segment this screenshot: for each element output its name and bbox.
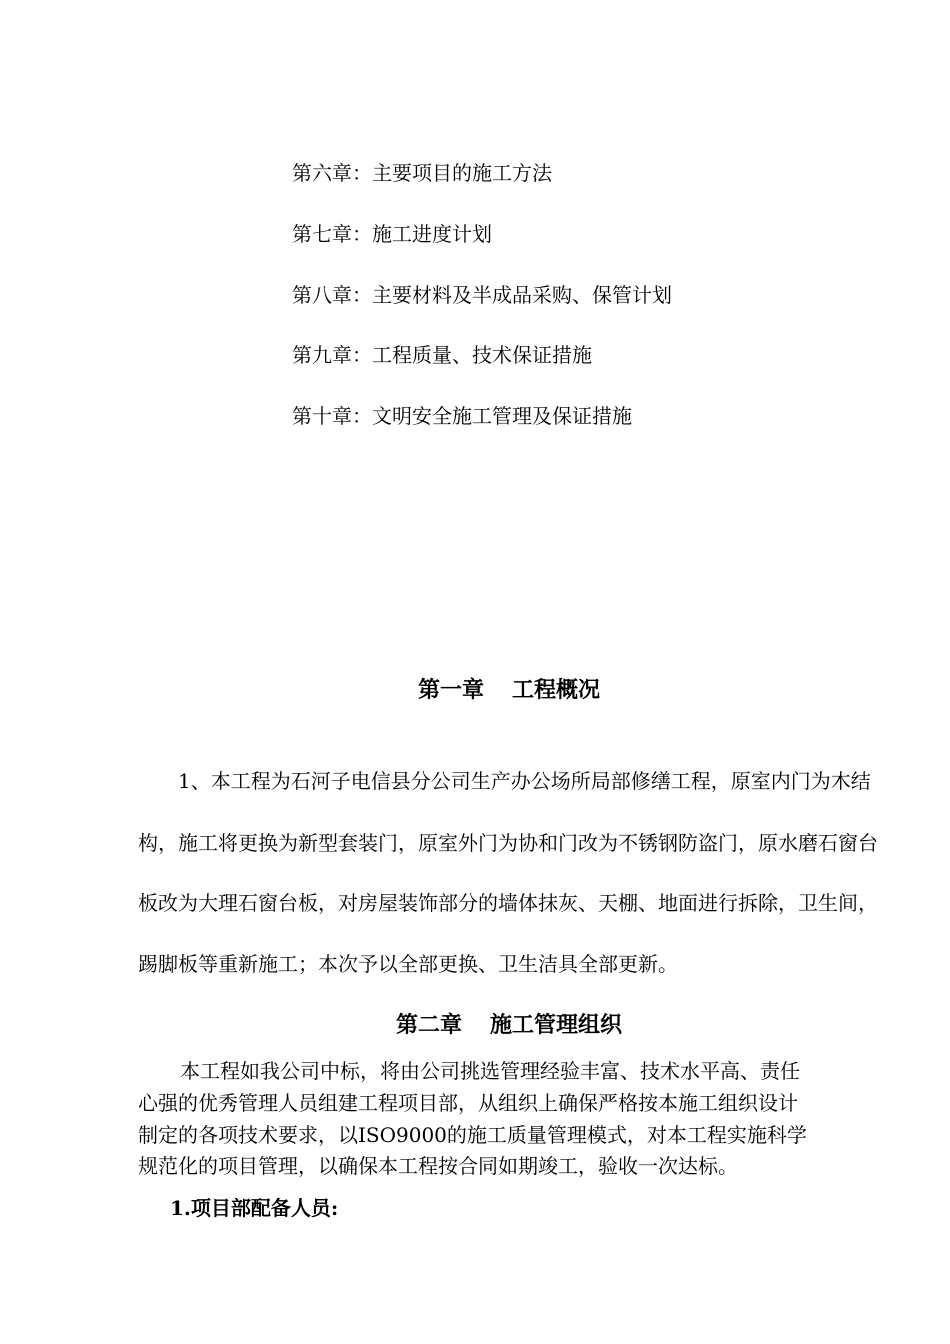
chapter-1-number: 第一章: [417, 677, 484, 703]
chapter-1-heading: [0, 677, 950, 703]
chapter-1-title: 工程概况: [512, 677, 601, 703]
chapter-2-heading: [0, 1012, 950, 1038]
chapter-2-line: 规范化的项目管理，以确保本工程按合同如期竣工，验收一次达标。: [138, 1154, 738, 1178]
toc-item-chapter-9: 第九章：工程质量、技术保证措施: [292, 343, 592, 367]
chapter-1-line: 踢脚板等重新施工；本次予以全部更换、卫生洁具全部更新。: [138, 952, 678, 976]
chapter-2-line: 制定的各项技术要求，以ISO9000的施工质量管理模式，对本工程实施科学: [138, 1123, 807, 1147]
chapter-1-line: 板改为大理石窗台板，对房屋装饰部分的墙体抹灰、天棚、地面进行拆除，卫生间，: [138, 891, 878, 915]
chapter-1-line: 1、本工程为石河子电信县分公司生产办公场所局部修缮工程，原室内门为木结: [178, 769, 871, 793]
toc-item-chapter-7: 第七章：施工进度计划: [292, 222, 492, 246]
chapter-2-line: 本工程如我公司中标，将由公司挑选管理经验丰富、技术水平高、责任: [180, 1059, 800, 1083]
subheading-project-staffing: 1.项目部配备人员:: [170, 1196, 339, 1220]
chapter-2-line: 心强的优秀管理人员组建工程项目部，从组织上确保严格按本施工组织设计: [138, 1091, 798, 1115]
toc-item-chapter-8: 第八章：主要材料及半成品采购、保管计划: [292, 283, 672, 307]
toc-item-chapter-10: 第十章：文明安全施工管理及保证措施: [292, 404, 632, 428]
chapter-2-number: 第二章: [395, 1012, 462, 1038]
toc-item-chapter-6: 第六章：主要项目的施工方法: [292, 161, 552, 185]
chapter-2-title: 施工管理组织: [490, 1012, 623, 1038]
chapter-1-line: 构，施工将更换为新型套装门，原室外门为协和门改为不锈钢防盗门，原水磨石窗台: [138, 831, 878, 855]
